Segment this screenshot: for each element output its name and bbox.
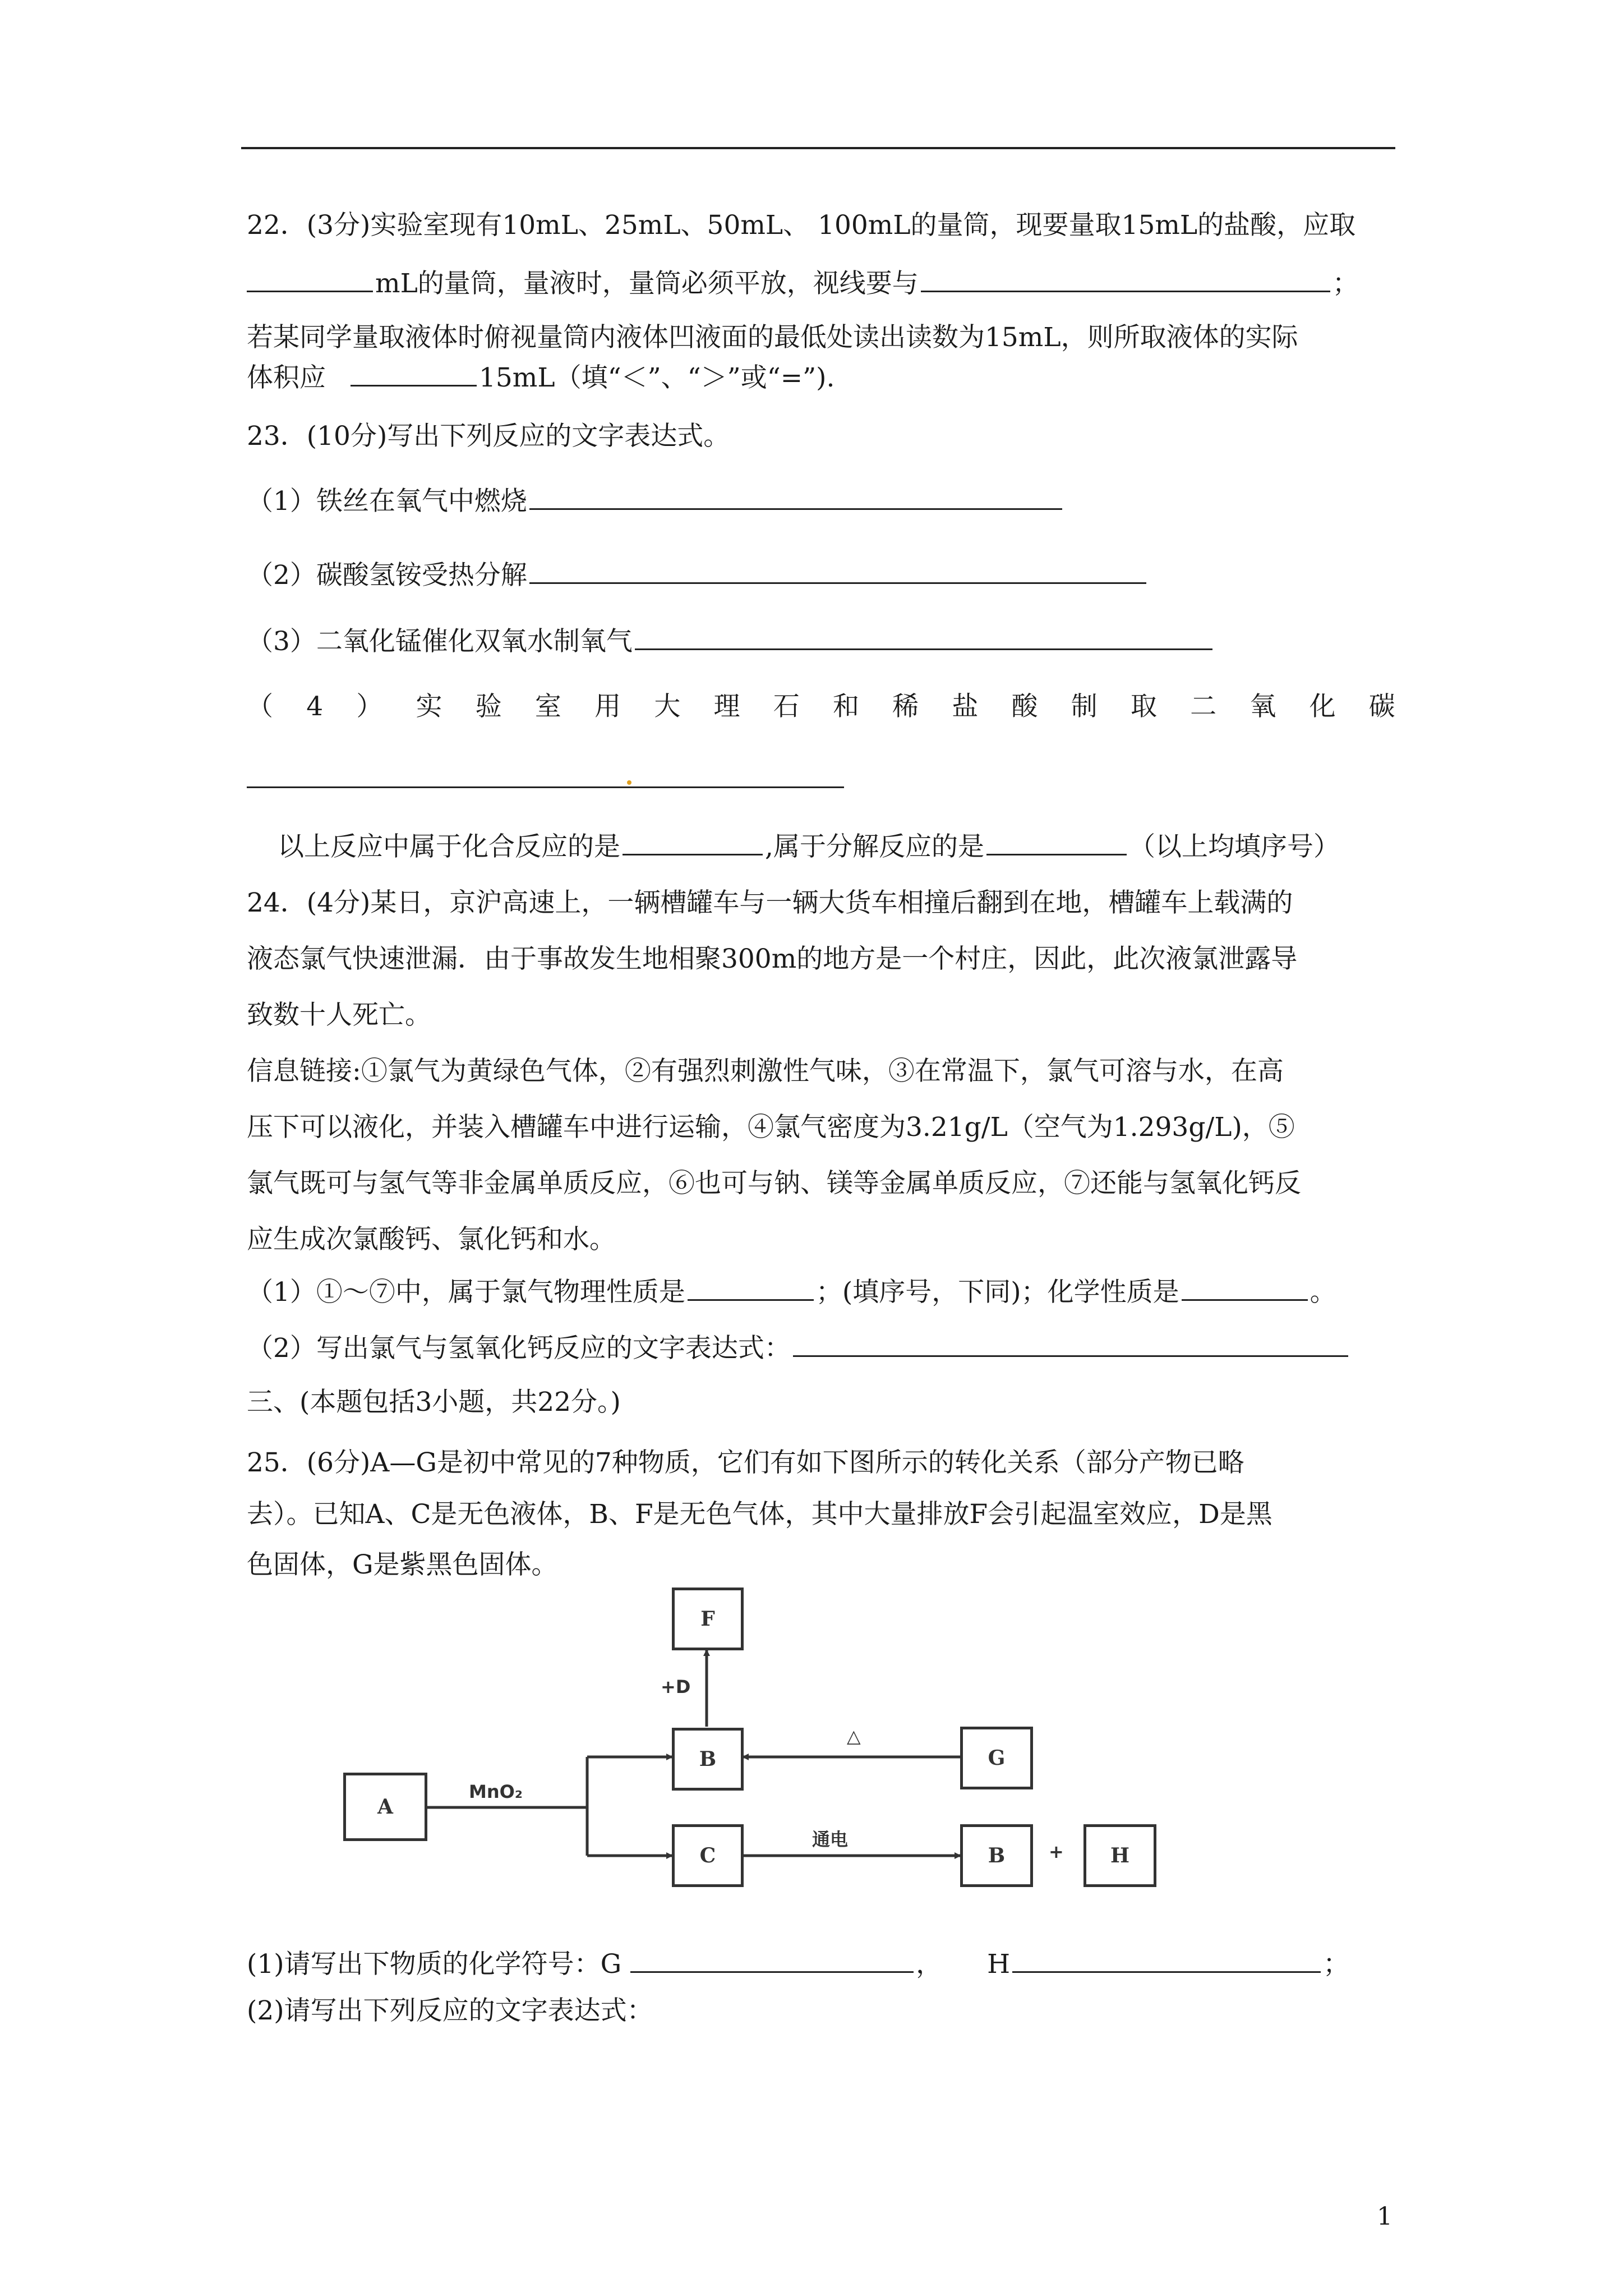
label-heat: △ — [847, 1726, 861, 1747]
reaction-diagram — [336, 1588, 1161, 1890]
q24-sub2: （2）写出氯气与氢氧化钙反应的文字表达式： — [247, 1329, 1350, 1365]
box-b-product: B — [960, 1824, 1033, 1887]
box-b: B — [672, 1728, 744, 1791]
q22-line2: mL的量筒，量液时，量筒必须平放，视线要与 ； — [247, 265, 1359, 301]
q23-item1: （1）铁丝在氧气中燃烧 — [247, 482, 1064, 518]
diagram-arrows — [336, 1588, 1161, 1890]
q25-line1: 25．(6分)A—G是初中常见的7种物质，它们有如下图所示的转化关系（部分产物已略 — [247, 1447, 1244, 1478]
q22-line3: 若某同学量取液体时俯视量筒内液体凹液面的最低处读出读数为15mL，则所取液体的实际 — [247, 322, 1298, 353]
section-heading: 三、(本题包括3小题，共22分。) — [247, 1387, 621, 1418]
q23-item4: （ 4 ） 实 验 室 用 大 理 石 和 稀 盐 酸 制 取 二 氧 化 碳 — [247, 691, 1395, 722]
answer-blank[interactable] — [635, 623, 1212, 650]
q24-line3: 致数十人死亡。 — [247, 1000, 431, 1030]
q23-title: 23．(10分)写出下列反应的文字表达式。 — [247, 421, 730, 452]
box-f: F — [672, 1588, 744, 1650]
q24-sub1: （1）①～⑦中，属于氯气物理性质是 ；(填序号，下同)；化学性质是 。 — [247, 1273, 1336, 1309]
header-rule — [241, 147, 1395, 149]
box-c: C — [672, 1824, 744, 1887]
answer-blank[interactable] — [921, 265, 1330, 292]
answer-blank[interactable] — [529, 556, 1146, 584]
stray-mark — [627, 780, 631, 785]
q23-item2: （2）碳酸氢铵受热分解 — [247, 556, 1149, 592]
page-number: 1 — [1377, 2202, 1393, 2231]
box-g: G — [960, 1727, 1033, 1789]
q24-info-line3: 氯气既可与氢气等非金属单质反应，⑥也可与钠、镁等金属单质反应，⑦还能与氢氧化钙反 — [247, 1168, 1301, 1199]
answer-blank[interactable] — [623, 828, 763, 855]
answer-blank[interactable] — [986, 828, 1127, 855]
answer-blank[interactable] — [351, 359, 477, 386]
label-plus: + — [1049, 1841, 1064, 1862]
q23-item3: （3）二氧化锰催化双氧水制氧气 — [247, 623, 1215, 659]
answer-blank-g[interactable] — [630, 1945, 914, 1973]
answer-blank[interactable] — [688, 1273, 814, 1301]
q25-sub1: (1)请写出下物质的化学符号：G ， H ； — [247, 1945, 1349, 1981]
answer-blank[interactable] — [529, 482, 1062, 510]
q24-line1: 24．(4分)某日，京沪高速上，一辆槽罐车与一辆大货车相撞后翻到在地，槽罐车上载满的 — [247, 887, 1293, 918]
answer-blank[interactable] — [793, 1329, 1348, 1357]
q25-line2: 去）。已知A、C是无色液体，B、F是无色气体，其中大量排放F会引起温室效应，D是黑 — [247, 1499, 1272, 1530]
answer-blank[interactable] — [247, 265, 373, 292]
box-a: A — [343, 1773, 427, 1841]
label-electrolysis: 通电 — [812, 1829, 849, 1850]
q25-sub2: (2)请写出下列反应的文字表达式： — [247, 1995, 653, 2026]
q22-line4: 体积应 15mL（填“＜”、“＞”或“=”). — [247, 359, 834, 395]
q24-info-line4: 应生成次氯酸钙、氯化钙和水。 — [247, 1224, 616, 1255]
q22-line1: 22．(3分)实验室现有10mL、25mL、50mL、 100mL的量筒，现要量取15mL的盐酸，应取 — [247, 210, 1356, 241]
answer-blank-h[interactable] — [1012, 1945, 1321, 1973]
answer-blank[interactable] — [247, 761, 844, 788]
q24-info-line2: 压下可以液化，并装入槽罐车中进行运输，④氯气密度为3.21g/L（空气为1.293g/L)，⑤ — [247, 1112, 1295, 1143]
label-mno2: MnO₂ — [469, 1781, 523, 1802]
answer-blank[interactable] — [1182, 1273, 1308, 1301]
q25-line3: 色固体，G是紫黑色固体。 — [247, 1549, 558, 1580]
box-h: H — [1083, 1824, 1156, 1887]
q23-summary: 以上反应中属于化合反应的是 ,属于分解反应的是 （以上均填序号） — [278, 828, 1340, 864]
q24-line2: 液态氯气快速泄漏．由于事故发生地相聚300m的地方是一个村庄，因此，此次液氯泄露导 — [247, 944, 1298, 974]
label-plus-d: +D — [661, 1676, 691, 1697]
q24-info-line1: 信息链接:①氯气为黄绿色气体，②有强烈刺激性气味，③在常温下，氯气可溶与水，在高 — [247, 1056, 1284, 1087]
